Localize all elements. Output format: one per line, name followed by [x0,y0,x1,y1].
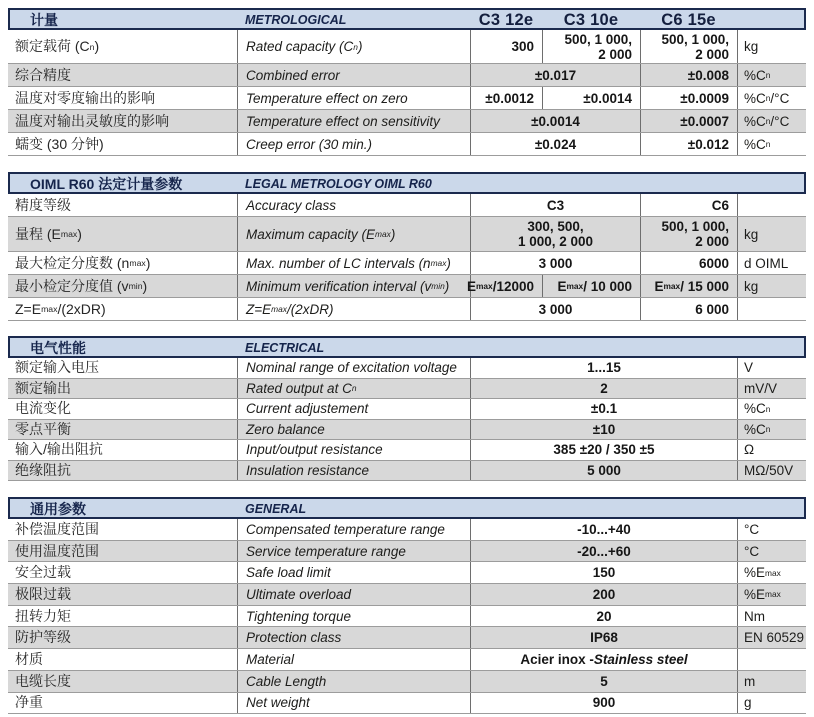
value-all-models: 385 ±20 / 350 ±5 [470,440,737,460]
value-all-models: -10...+40 [470,519,737,540]
unit: kg [737,217,806,251]
table-row [8,627,806,649]
value-c3-12e: 300 [470,30,542,63]
label-zh: Z=E max /(2xDR) [15,300,106,317]
unit [737,649,806,670]
label-en: Insulation resistance [237,461,470,481]
value-c3-10e: E max / 10 000 [542,275,640,297]
value-all-models: 2 [470,379,737,399]
unit: %C n [737,399,806,419]
value-c3-12e: E max /12000 [470,275,542,297]
label-zh: 温度对零度输出的影响 [15,89,155,106]
label-zh: 材质 [15,650,43,667]
label-zh: 安全过载 [15,564,71,581]
table-row [8,298,806,321]
label-zh: 精度等级 [15,196,71,213]
section-title-en: METROLOGICAL [245,13,347,27]
label-zh: 输入/输出阻抗 [15,441,103,458]
value-c3-span: ±0.024 [470,133,640,155]
value-c3-span: C3 [470,194,640,216]
table-row [8,217,806,252]
unit: mV/V [737,379,806,399]
label-zh: 零点平衡 [15,420,71,437]
label-en: Maximum capacity (E max ) [237,217,470,251]
label-zh: 扭转力矩 [15,607,71,624]
section-header-electrical [8,336,806,358]
unit [737,194,806,216]
value-c3-10e: ±0.0014 [542,87,640,109]
label-en: Temperature effect on zero [237,87,470,109]
label-en: Creep error (30 min.) [237,133,470,155]
unit: %C n /°C [737,110,806,132]
table-row [8,64,806,87]
table-row [8,358,806,379]
value-c3-span: 300, 500, 1 000, 2 000 [470,217,640,251]
table-row [8,584,806,606]
label-en: Temperature effect on sensitivity [237,110,470,132]
value-c6-15e: C6 [640,194,737,216]
value-c3-span: 3 000 [470,252,640,274]
label-zh: 电缆长度 [15,672,71,689]
table-row [8,693,806,715]
unit: %C n [737,64,806,86]
value-all-models: 5 [470,671,737,692]
label-zh: 量程 (E max ) [15,225,82,242]
table-row [8,461,806,482]
section-title-en: LEGAL METROLOGY OIML R60 [245,177,432,191]
label-en: Max. number of LC intervals (n max ) [237,252,470,274]
section-electrical [8,336,806,481]
unit: %C n /°C [737,87,806,109]
label-zh: 最大检定分度数 (n max ) [15,254,151,271]
label-en: Accuracy class [237,194,470,216]
unit: °C [737,519,806,540]
unit: V [737,358,806,378]
value-c3-span: ±0.0014 [470,110,640,132]
column-header-model-c3-12e: C3 12e [478,10,534,29]
label-zh: 额定输出 [15,379,71,396]
table-row [8,87,806,110]
value-all-models: 1...15 [470,358,737,378]
value-c6-15e: ±0.012 [640,133,737,155]
section-title-zh: 电气性能 [30,340,86,356]
value-all-models: 150 [470,562,737,583]
table-row [8,30,806,64]
label-en: Current adjustement [237,399,470,419]
value-c6-15e: ±0.0009 [640,87,737,109]
table-row [8,541,806,563]
label-en: Rated output at C n [237,379,470,399]
label-en: Net weight [237,693,470,714]
column-header-model-c6-15e: C6 15e [661,10,716,29]
unit: %C n [737,420,806,440]
value-c6-15e: 6 000 [640,298,737,320]
label-en: Combined error [237,64,470,86]
label-en: Minimum verification interval (v min ) [237,275,470,297]
table-row [8,671,806,693]
section-title-zh: 通用参数 [30,501,86,517]
label-en: Tightening torque [237,606,470,627]
value-all-models: -20...+60 [470,541,737,562]
label-zh: 补偿温度范围 [15,520,99,537]
table-row [8,379,806,400]
value-c3-12e: ±0.0012 [470,87,542,109]
value-all-models: 5 000 [470,461,737,481]
column-header-model-c3-10e: C3 10e [563,10,619,29]
label-en: Input/output resistance [237,440,470,460]
value-c6-15e: 500, 1 000, 2 000 [640,217,737,251]
table-row [8,133,806,156]
unit: kg [737,275,806,297]
section-oiml-r60 [8,172,806,321]
unit [737,298,806,320]
label-en: Z=E max /(2xDR) [237,298,470,320]
value-all-models: 200 [470,584,737,605]
label-en: Compensated temperature range [237,519,470,540]
table-row [8,399,806,420]
label-en: Ultimate overload [237,584,470,605]
unit: %E max [737,562,806,583]
value-c3-span: ±0.017 [470,64,640,86]
section-header-metrological [8,8,806,30]
unit: d OIML [737,252,806,274]
value-all-models: ±0.1 [470,399,737,419]
unit: °C [737,541,806,562]
value-c6-15e: 500, 1 000, 2 000 [640,30,737,63]
label-zh: 最小检定分度值 (v min ) [15,277,148,294]
label-zh: 绝缘阻抗 [15,461,71,478]
value-c3-10e: 500, 1 000, 2 000 [542,30,640,63]
section-metrological [8,8,806,156]
section-general [8,497,806,714]
table-row [8,110,806,133]
value-c3-span: 3 000 [470,298,640,320]
table-row [8,252,806,275]
label-zh: 额定输入电压 [15,359,99,376]
label-zh: 防护等级 [15,629,71,646]
table-row [8,519,806,541]
value-all-models: 20 [470,606,737,627]
label-zh: 净重 [15,694,43,711]
unit: kg [737,30,806,63]
label-en: Zero balance [237,420,470,440]
label-en: Rated capacity (C n ) [237,30,470,63]
value-all-models: ±10 [470,420,737,440]
section-header-general [8,497,806,519]
label-en: Protection class [237,627,470,648]
value-c6-15e: E max / 15 000 [640,275,737,297]
section-title-zh: 计量 [30,12,58,28]
unit: m [737,671,806,692]
label-en: Material [237,649,470,670]
label-zh: 极限过载 [15,585,71,602]
section-title-en: GENERAL [245,502,307,516]
unit: %C n [737,133,806,155]
label-zh: 额定载荷 (C n ) [15,38,100,54]
unit: %E max [737,584,806,605]
label-zh: 综合精度 [15,66,71,83]
table-row [8,440,806,461]
spec-sheet [8,8,806,714]
label-en: Safe load limit [237,562,470,583]
section-title-zh: OIML R60 法定计量参数 [30,176,183,192]
value-c6-15e: ±0.0007 [640,110,737,132]
unit: MΩ/50V [737,461,806,481]
unit: g [737,693,806,714]
label-en: Service temperature range [237,541,470,562]
table-row [8,649,806,671]
table-row [8,606,806,628]
label-zh: 使用温度范围 [15,542,99,559]
table-row [8,562,806,584]
table-row [8,194,806,217]
value-all-models: IP68 [470,627,737,648]
label-en: Cable Length [237,671,470,692]
label-zh: 温度对输出灵敏度的影响 [15,112,169,129]
label-zh: 蠕变 (30 分钟) [15,135,104,152]
value-all-models: 900 [470,693,737,714]
table-row [8,275,806,298]
label-zh: 电流变化 [15,400,71,417]
section-title-en: ELECTRICAL [245,341,325,355]
section-header-oiml [8,172,806,194]
table-row [8,420,806,441]
value-c6-15e: ±0.008 [640,64,737,86]
unit: Nm [737,606,806,627]
label-en: Nominal range of excitation voltage [237,358,470,378]
value-all-models: Acier inox - Stainless steel [470,649,737,670]
value-c6-15e: 6000 [640,252,737,274]
unit: EN 60529 [737,627,806,648]
unit: Ω [737,440,806,460]
